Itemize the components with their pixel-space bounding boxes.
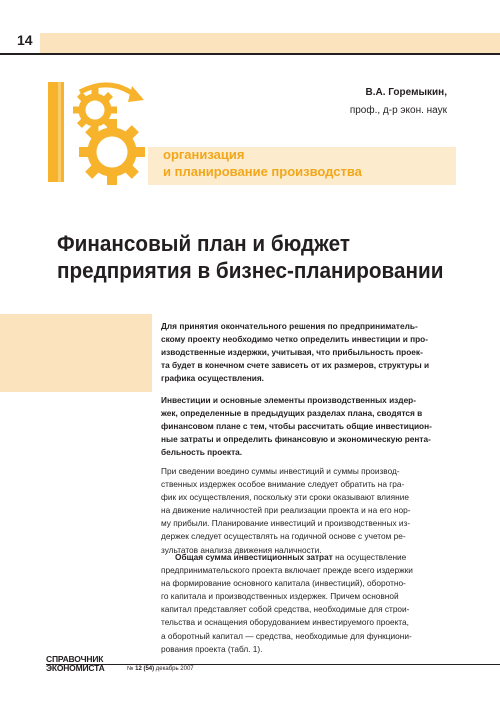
text-line: жек, определенные в предыдущих разделах плана, сводятся в: [161, 408, 423, 419]
issue-date: декабрь 2007: [154, 666, 194, 672]
text-line: капитал представляет собой средства, необходимые для строи-: [161, 604, 410, 615]
text-line: на формирование основного капитала (инвестиций), оборотно-: [161, 578, 406, 589]
text-line: держек следует осуществлять на годичной основе с учетом ре-: [161, 531, 406, 542]
body-paragraph-2: [161, 551, 457, 656]
section-title: [163, 146, 362, 180]
text-line: ные затраты и определить финансовую и экономическую рента-: [161, 434, 431, 445]
text-line: зультатов анализа движения наличности.: [161, 544, 322, 555]
article-title: [57, 230, 443, 284]
lead-paragraph-1: [161, 320, 457, 385]
author-title: проф., д-р экон. наук: [349, 105, 447, 116]
journal-logo-line2: ЭКОНОМИСТА: [46, 663, 105, 673]
text-line: скому проекту необходимо четко определить инвестиции и про-: [161, 334, 429, 345]
body-paragraph-1: [161, 465, 457, 557]
section-title-line2: и планирование производства: [163, 164, 362, 179]
text-line: на движение наличностей при реализации проекта и на его нор-: [161, 505, 411, 516]
text-line: Инвестиции и основные элементы производственных издер-: [161, 395, 417, 405]
text-line: бельность проекта.: [161, 447, 243, 458]
page-number: 14: [17, 32, 33, 48]
text-line: предпринимательского проекта включает прежде всего издержки: [161, 565, 413, 576]
text-line: му прибыли. Планирование инвестиций и производственных из-: [161, 518, 411, 529]
text-line: ственных издержек особое внимание следует обратить на гра-: [161, 479, 405, 490]
article-title-line2: предприятия в бизнес-планировании: [57, 258, 444, 283]
footer-rule: [46, 664, 500, 665]
text-line: фик их осуществления, поскольку эти сроки оказывают влияние: [161, 492, 409, 503]
header-band: [40, 33, 500, 54]
header-rule: [0, 53, 500, 55]
text-line: изводственные издержки, учитывая, что прибыльность проек-: [161, 347, 423, 358]
article-title-line1: Финансовый план и бюджет: [57, 231, 350, 256]
text-line: а оборотный капитал — средства, необходимые для функциони-: [161, 630, 412, 641]
gears-logo-icon: [40, 78, 160, 188]
issue-info: [127, 666, 194, 672]
bold-term: Общая сумма инвестиционных затрат: [175, 552, 333, 562]
text-line: графика осуществления.: [161, 373, 264, 384]
text-line: Для принятия окончательного решения по предприниматель-: [161, 321, 418, 331]
author-block: [350, 84, 447, 120]
lead-paragraph-2: [161, 394, 457, 459]
text-span: на осуществление: [332, 552, 407, 562]
text-line: [161, 551, 457, 564]
text-line: финансовом плане с тем, чтобы рассчитать общие инвестицион-: [161, 421, 432, 432]
text-line: го капитала и производственных издержек. Причем основной: [161, 591, 399, 602]
text-line: рования проекта (табл. 1).: [161, 643, 263, 654]
issue-number: 12 (54): [135, 666, 155, 672]
author-name: В.А. Горемыкин,: [365, 87, 447, 98]
journal-logo-line1: СПРАВОЧНИК: [46, 654, 104, 664]
lead-band: [0, 314, 152, 392]
text-line: При сведении воедино суммы инвестиций и суммы производ-: [161, 466, 400, 476]
journal-logo: [46, 655, 105, 673]
section-title-line1: организация: [163, 147, 245, 162]
text-line: тельства и оснащения оборудованием инвестируемого проекта,: [161, 617, 409, 628]
text-line: та будет в конечном счете зависеть от их размеров, структуры и: [161, 360, 430, 371]
issue-prefix: №: [127, 666, 136, 672]
